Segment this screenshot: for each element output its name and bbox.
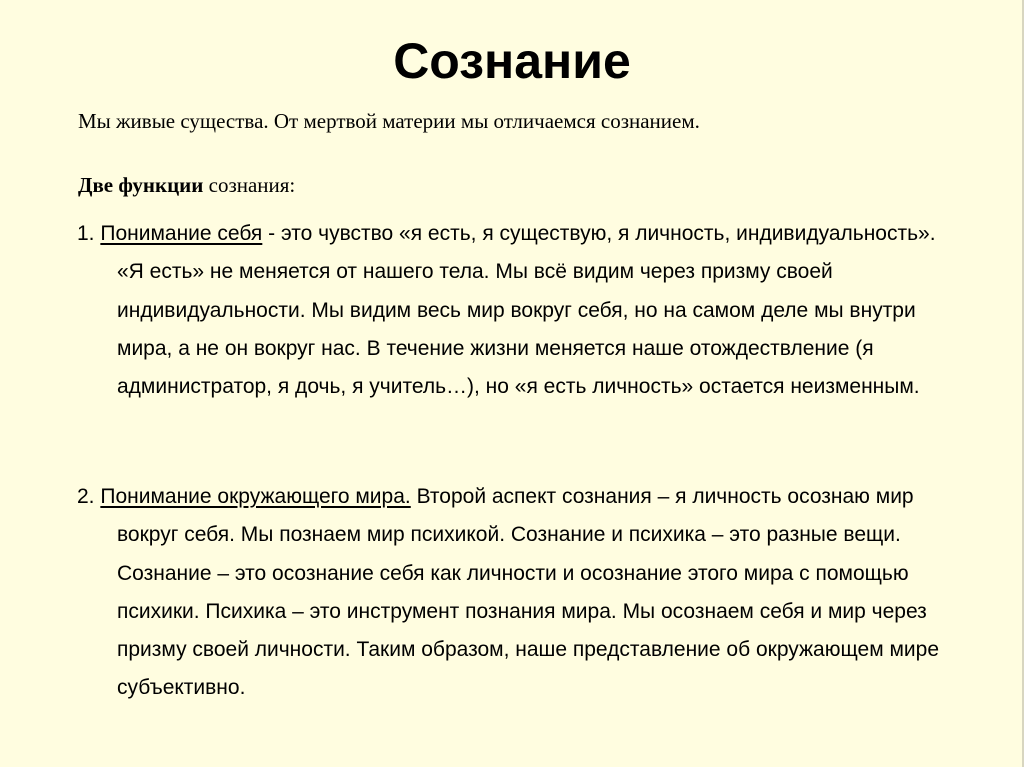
point-self-understanding	[78, 215, 958, 406]
point-term: Понимание себя	[100, 222, 263, 245]
point-number: 1.	[77, 222, 95, 245]
functions-heading	[78, 170, 295, 200]
intro-text: Мы живые существа. От мертвой материи мы отличаемся сознанием.	[78, 109, 700, 133]
point-world-understanding	[78, 478, 958, 708]
slide-title: Сознание	[393, 33, 631, 89]
point-text: - это чувство «я есть, я существую, я личность, индивидуальность». «Я есть» не меняется от нашего тела. Мы всё видим через призму своей индивидуальности. Мы видим весь мир вокруг себя, но на самом деле мы внутри мира, а не он вокруг нас. В течение жизни меняется наше отождествление (я администратор, я дочь, я учитель…), но «я есть личность» остается неизменным.	[117, 222, 936, 399]
point-number: 2.	[77, 485, 95, 508]
point-term: Понимание окружающего мира.	[100, 485, 411, 508]
point-text: Второй аспект сознания – я личность осознаю мир вокруг себя. Мы познаем мир психикой. Сознание и психика – это разные вещи. Сознание – это осознание себя как личности и осознание этого мира с помощью психики. Психика – это инструмент познания мира. Мы осознаем себя и мир через призму своей личности. Таким образом, наше представление об окружающем мире субъективно.	[117, 485, 939, 700]
functions-heading-rest: сознания:	[203, 173, 296, 197]
functions-heading-bold: Две функции	[78, 173, 204, 197]
